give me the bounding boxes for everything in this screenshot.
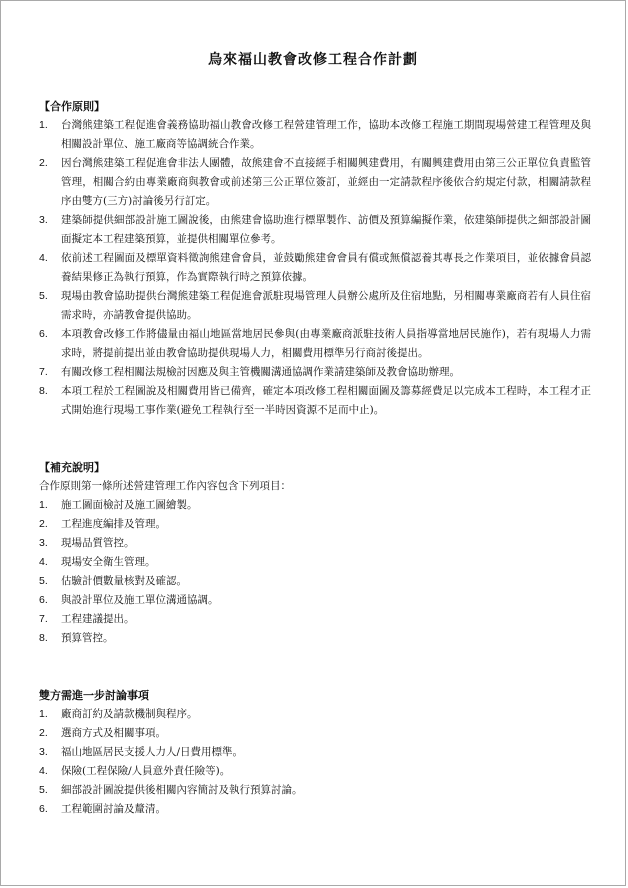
- list-item: [39, 572, 591, 591]
- item-number: 3.: [39, 214, 48, 226]
- item-text: 台灣熊建築工程促進會義務協助福山教會改修工程營建管理工作，協助本改修工程施工期間現場營建工程管理及與相關設計單位、施工廠商等協調統合作業。: [61, 119, 591, 150]
- item-text: 福山地區居民支援人力人/日費用標準。: [61, 746, 244, 758]
- item-number: 5.: [39, 575, 48, 587]
- item-text: 有關改修工程相關法規檢討因應及與主管機關溝通協調作業請建築師及教會協助辦理。: [61, 366, 460, 378]
- list-item: [39, 211, 591, 249]
- item-number: 7.: [39, 613, 48, 625]
- item-number: 8.: [39, 385, 48, 397]
- item-text: 預算管控。: [61, 632, 114, 644]
- item-number: 3.: [39, 746, 48, 758]
- item-number: 4.: [39, 252, 48, 264]
- item-number: 1.: [39, 499, 48, 511]
- item-text: 保險(工程保險/人員意外責任險等)。: [61, 765, 231, 777]
- section-further-discussion: [39, 686, 591, 819]
- item-number: 4.: [39, 556, 48, 568]
- item-number: 1.: [39, 119, 48, 131]
- list-item: [39, 287, 591, 325]
- item-text: 與設計單位及施工單位溝通協調。: [61, 594, 219, 606]
- section-heading: 雙方需進一步討論事項: [39, 689, 149, 702]
- item-text: 細部設計圖說提供後相關內容簡討及執行預算討論。: [61, 784, 303, 796]
- list-item: [39, 629, 591, 648]
- item-text: 施工圖面檢討及施工圖繪製。: [61, 499, 198, 511]
- list-item: [39, 363, 591, 382]
- list-item: [39, 325, 591, 363]
- list-item: [39, 382, 591, 420]
- item-text: 建築師提供細部設計施工圖說後，由熊建會協助進行標單製作、訪價及預算編擬作業，依建築師提供之細部設計圖面擬定本工程建築預算，並提供相關單位參考。: [61, 214, 591, 245]
- discussion-list: [39, 705, 591, 819]
- list-item: [39, 781, 591, 800]
- item-text: 因台灣熊建築工程促進會非法人團體，故熊建會不直接經手相關興建費用，有關興建費用由第三公正單位負責監管管理，相關合約由專業廠商與教會或前述第三公正單位簽訂，並經由一定請款程序後依合約規定付款，相關請款程序由雙方(三方)討論後另行訂定。: [61, 157, 591, 207]
- list-item: [39, 116, 591, 154]
- item-text: 現場安全衛生管理。: [61, 556, 156, 568]
- item-text: 工程範圍討論及釐清。: [61, 803, 166, 815]
- item-number: 2.: [39, 157, 48, 169]
- item-number: 5.: [39, 290, 48, 302]
- list-item: [39, 496, 591, 515]
- item-text: 本項工程於工程圖說及相關費用皆已備齊，確定本項改修工程相關面圖及籌募經費足以完成本工程時，本工程才正式開始進行現場工事作業(避免工程執行至一半時因資源不足而中止)。: [61, 385, 591, 416]
- list-item: [39, 724, 591, 743]
- list-item: [39, 515, 591, 534]
- list-item: [39, 800, 591, 819]
- list-item: [39, 591, 591, 610]
- item-number: 2.: [39, 727, 48, 739]
- item-number: 2.: [39, 518, 48, 530]
- item-text: 本項教會改修工作將儘量由福山地區當地居民參與(由專業廠商派駐技術人員指導當地居民施作)，若有現場人力需求時，將提前提出並由教會協助提供現場人力，相關費用標準另行商討後提出。: [61, 328, 591, 359]
- document-title: 烏來福山教會改修工程合作計劃: [208, 52, 418, 68]
- item-number: 1.: [39, 708, 48, 720]
- item-text: 廠商訂約及請款機制與程序。: [61, 708, 198, 720]
- list-item: [39, 534, 591, 553]
- principles-list: [39, 116, 591, 420]
- item-text: 估驗計價數量核對及確認。: [61, 575, 187, 587]
- item-number: 3.: [39, 537, 48, 549]
- section-supplementary-notes: [39, 458, 591, 648]
- supplementary-list: [39, 496, 591, 648]
- list-item: [39, 610, 591, 629]
- item-number: 6.: [39, 594, 48, 606]
- item-number: 8.: [39, 632, 48, 644]
- item-number: 5.: [39, 784, 48, 796]
- item-text: 選商方式及相關事項。: [61, 727, 166, 739]
- list-item: [39, 154, 591, 211]
- list-item: [39, 249, 591, 287]
- item-number: 6.: [39, 328, 48, 340]
- item-text: 工程建議提出。: [61, 613, 135, 625]
- list-item: [39, 762, 591, 781]
- list-item: [39, 705, 591, 724]
- item-text: 工程進度編排及管理。: [61, 518, 166, 530]
- section-intro: 合作原則第一條所述營建管理工作內容包含下列項目：: [39, 480, 291, 492]
- item-number: 6.: [39, 803, 48, 815]
- section-cooperation-principles: [39, 97, 591, 420]
- item-number: 4.: [39, 765, 48, 777]
- item-text: 現場品質管控。: [61, 537, 135, 549]
- section-heading: 【合作原則】: [39, 100, 105, 113]
- list-item: [39, 743, 591, 762]
- item-text: 依前述工程圖面及標單資料徵詢熊建會會員，並鼓勵熊建會會員有償或無償認養其專長之作業項目，並依據會員認養結果修正為執行預算，作為實際執行時之預算依據。: [61, 252, 591, 283]
- section-heading: 【補充說明】: [39, 461, 105, 474]
- item-text: 現場由教會協助提供台灣熊建築工程促進會派駐現場管理人員辦公處所及住宿地點，另相關專業廠商若有人員住宿需求時，亦請教會提供協助。: [61, 290, 591, 321]
- item-number: 7.: [39, 366, 48, 378]
- list-item: [39, 553, 591, 572]
